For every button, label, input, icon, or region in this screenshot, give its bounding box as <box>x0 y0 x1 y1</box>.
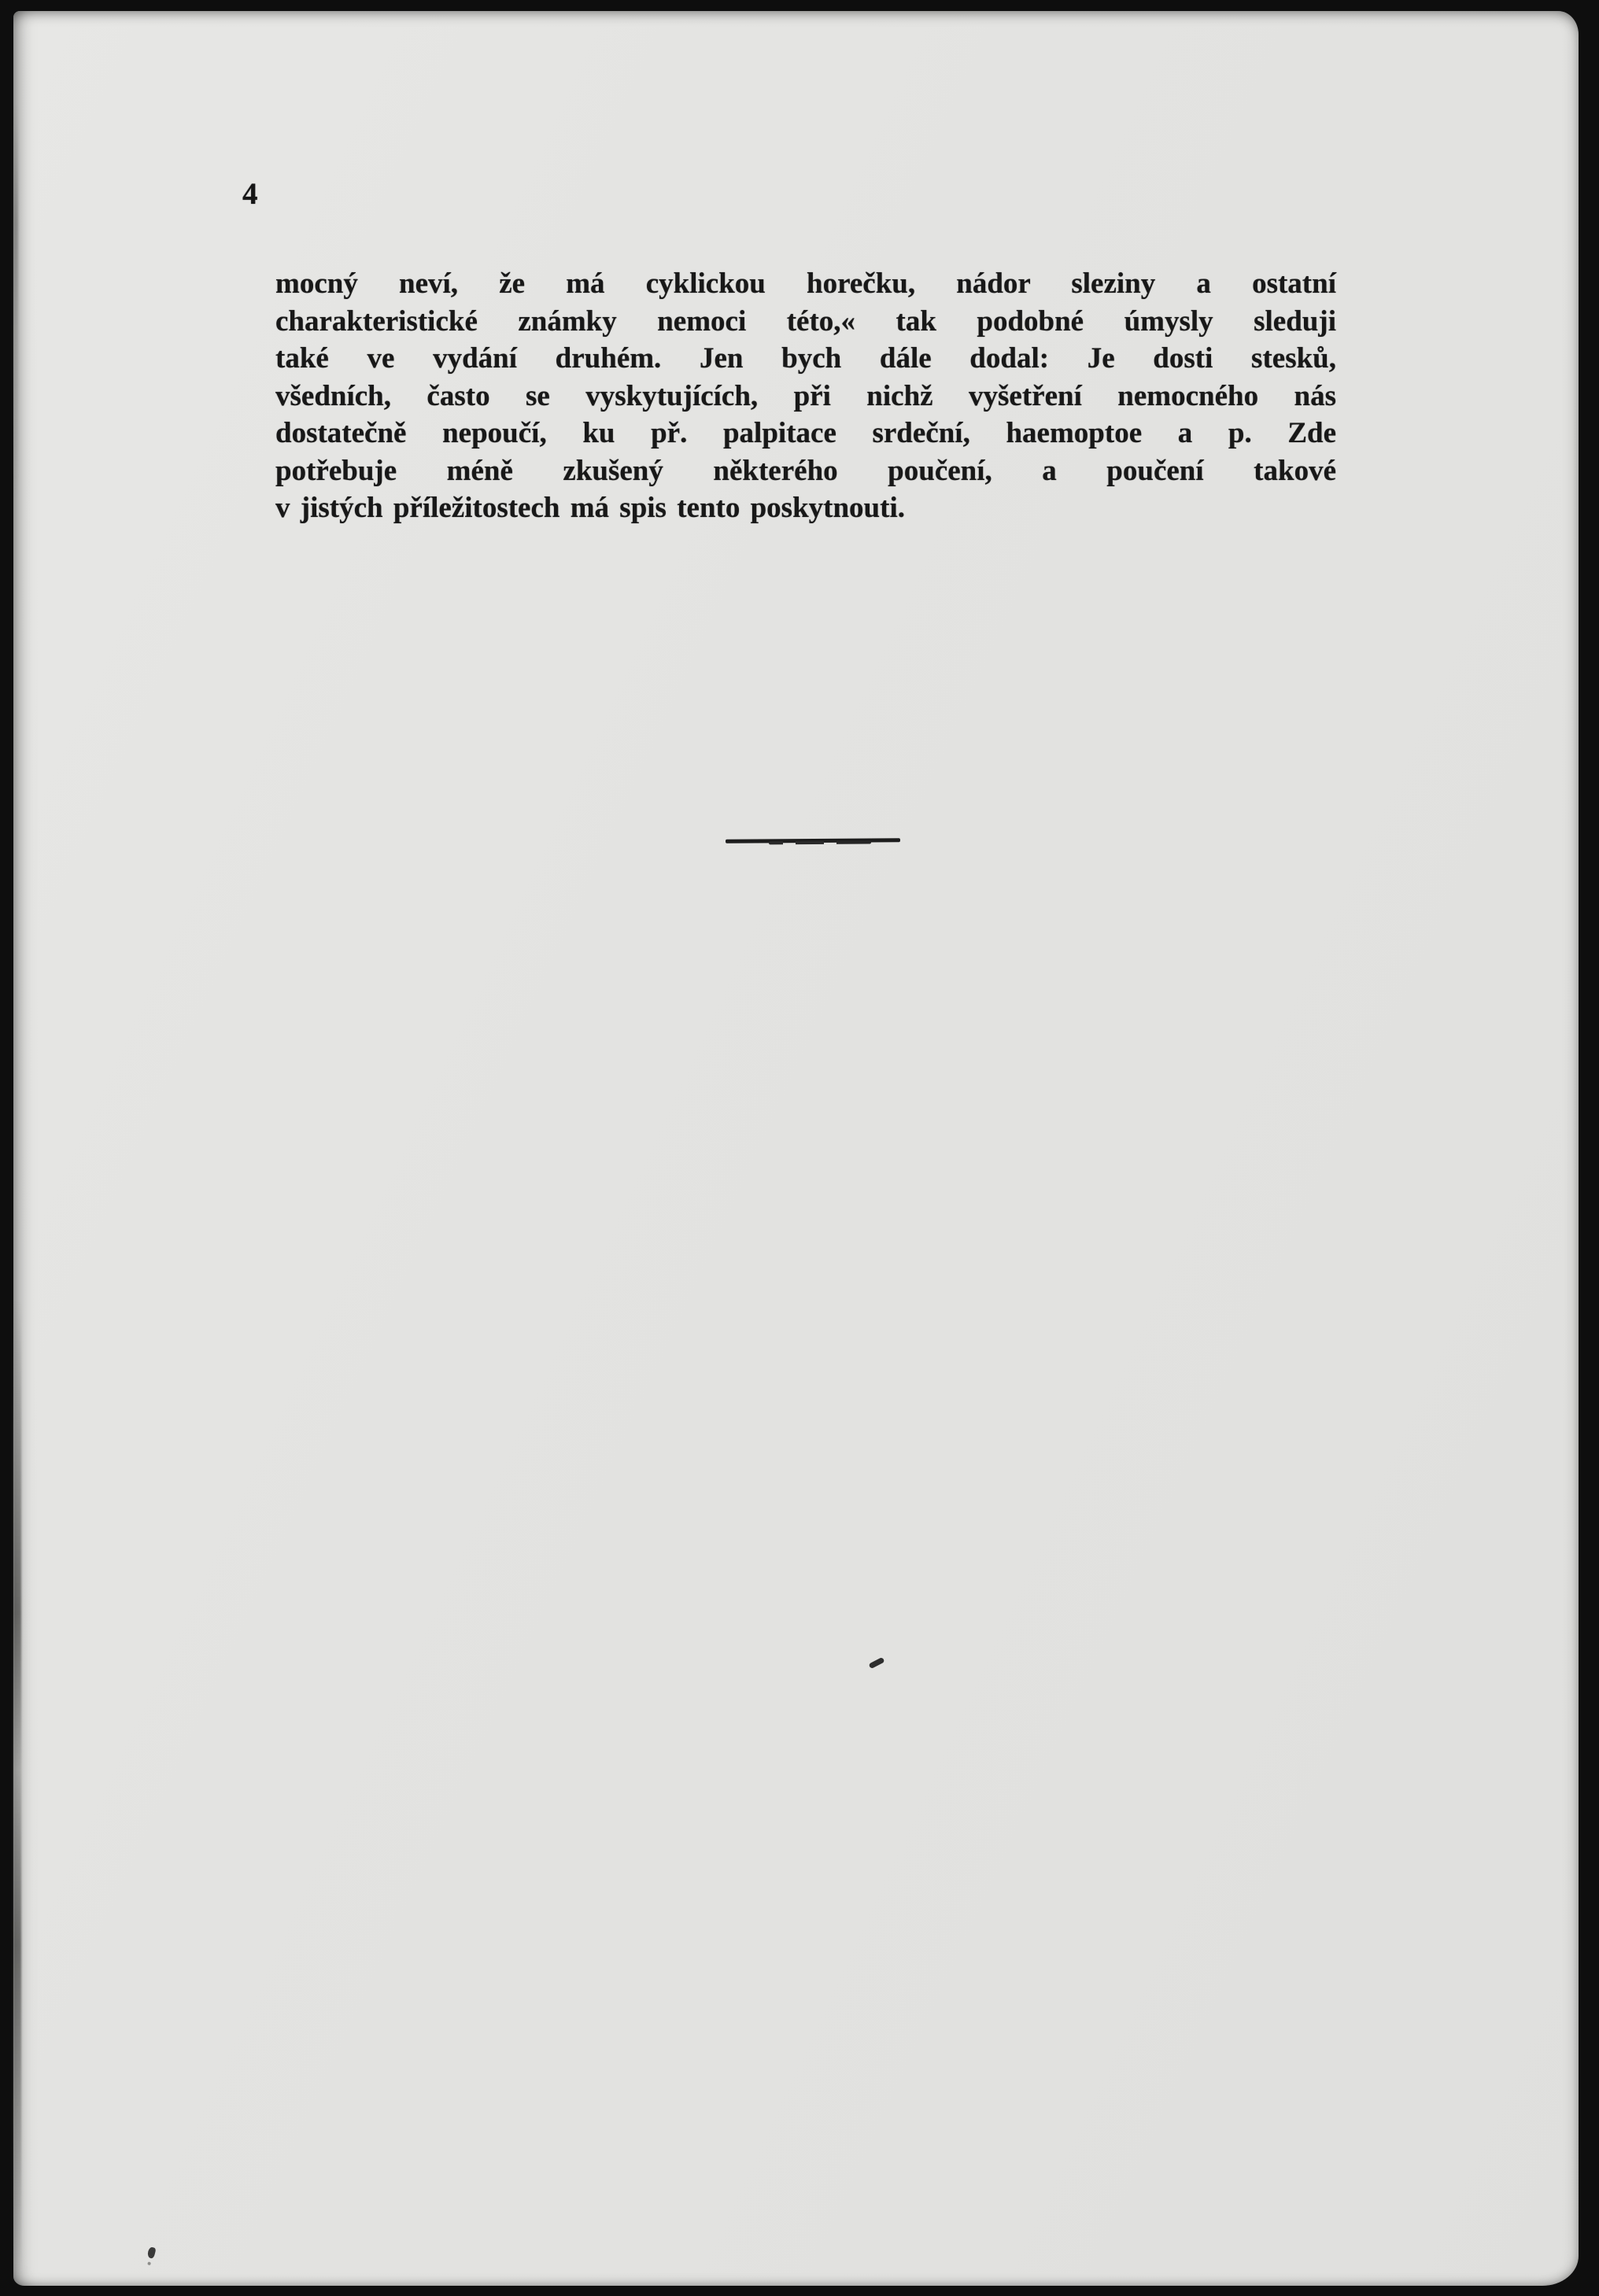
scan-speck-slash <box>869 1657 885 1669</box>
body-paragraph <box>275 265 1336 527</box>
paragraph-line: mocný neví, že má cyklickou horečku, nádor sleziny a ostatní <box>275 268 1336 300</box>
paragraph-line: také ve vydání druhém. Jen bych dále dodal: Je dosti stesků, <box>275 342 1336 375</box>
paragraph-line: potřebuje méně zkušený některého poučení, a poučení takové <box>275 454 1336 487</box>
scan-edge-noise-upper <box>13 105 18 499</box>
paragraph-line: dostatečně nepoučí, ku př. palpitace srdeční, haemoptoe a p. Zde <box>275 417 1336 449</box>
scanned-book-page <box>13 11 1579 2286</box>
paragraph-line: charakteristické známky nemoci této,« tak podobné úmysly sleduji <box>275 305 1336 338</box>
paragraph-line: v jistých příležitostech má spis tento poskytnouti. <box>275 492 905 524</box>
page-number: 4 <box>242 177 258 211</box>
scan-edge-noise-lower <box>13 1301 21 2277</box>
separator-rule <box>726 838 900 843</box>
paragraph-line: všedních, často se vyskytujících, při nichž vyšetření nemocného nás <box>275 379 1336 412</box>
scan-speck-comma <box>146 2246 156 2259</box>
